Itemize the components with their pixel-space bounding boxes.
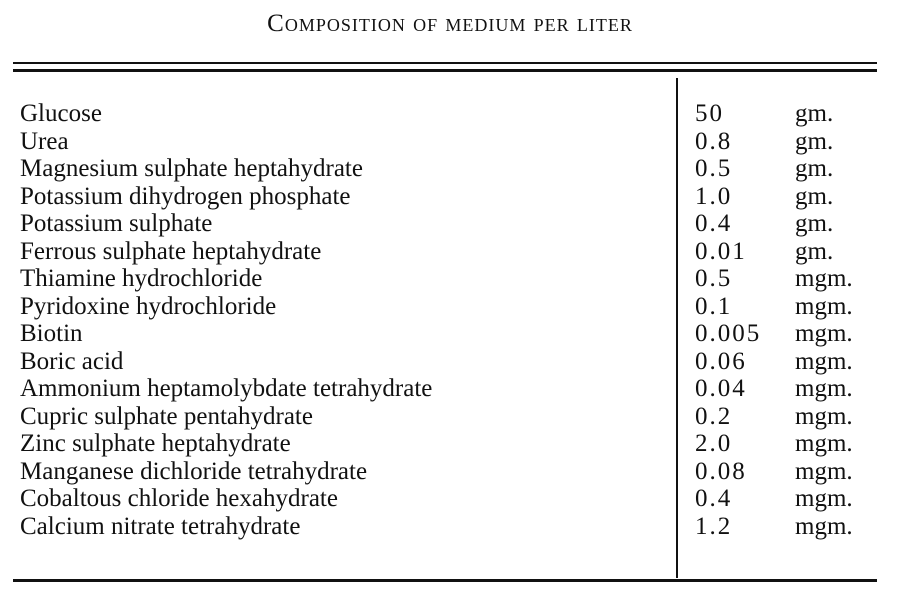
amount-unit: mgm. (795, 402, 853, 430)
amount-row (695, 265, 853, 293)
ingredient-name: Pyridoxine hydrochloride (20, 292, 277, 320)
ingredient-name: Cupric sulphate pentahydrate (20, 402, 313, 430)
amount-row (695, 183, 853, 211)
ingredient-name: Glucose (20, 100, 102, 127)
ingredient-name: Calcium nitrate tetrahydrate (20, 512, 301, 540)
amount-row (695, 430, 853, 458)
amount-unit: gm. (795, 100, 834, 127)
ingredient-name: Cobaltous chloride hexahydrate (20, 485, 338, 512)
amount-unit: mgm. (795, 320, 853, 347)
ingredient-name: Zinc sulphate heptahydrate (20, 430, 291, 457)
amount-unit: gm. (795, 155, 834, 182)
amount-unit: mgm. (795, 457, 853, 485)
ingredient-name: Boric acid (20, 347, 124, 375)
amount-quantity: 50 (695, 100, 724, 127)
amount-quantity: 0.06 (695, 347, 747, 375)
amount-row (695, 485, 853, 513)
amount-quantity: 0.5 (695, 265, 733, 292)
amount-row (695, 155, 853, 183)
ingredient-name: Ammonium heptamolybdate tetrahydrate (20, 375, 433, 402)
amount-unit: mgm. (795, 265, 853, 292)
ingredient-name: Ferrous sulphate heptahydrate (20, 237, 322, 265)
amount-row (695, 238, 853, 266)
amount-unit: mgm. (795, 430, 853, 457)
amount-unit: mgm. (795, 485, 853, 512)
amount-row (695, 210, 853, 238)
amount-row (695, 348, 853, 376)
amount-quantity: 0.2 (695, 402, 733, 430)
top-rule (13, 62, 877, 64)
amounts-column (695, 100, 853, 540)
amount-unit: gm. (795, 237, 834, 265)
ingredient-name: Potassium sulphate (20, 210, 213, 237)
amount-unit: mgm. (795, 512, 853, 540)
amount-quantity: 0.04 (695, 375, 747, 402)
amount-quantity: 0.08 (695, 457, 747, 485)
amount-quantity: 0.4 (695, 210, 733, 237)
amount-unit: gm. (795, 182, 834, 210)
amount-row (695, 100, 853, 128)
top-rule-thick (13, 69, 877, 72)
amount-unit: mgm. (795, 292, 853, 320)
table-title: Composition of medium per liter (267, 10, 633, 37)
amount-unit: gm. (795, 210, 834, 237)
amount-quantity: 0.005 (695, 320, 762, 347)
ingredient-names-column (20, 100, 432, 540)
ingredient-name: Potassium dihydrogen phosphate (20, 182, 351, 210)
amount-quantity: 0.1 (695, 292, 733, 320)
ingredient-name: Biotin (20, 320, 83, 347)
amount-row (695, 375, 853, 403)
amount-row (695, 513, 853, 541)
amount-quantity: 0.5 (695, 155, 733, 182)
ingredient-name: Magnesium sulphate heptahydrate (20, 155, 363, 182)
ingredient-name: Manganese dichloride tetrahydrate (20, 457, 368, 485)
amount-row (695, 403, 853, 431)
amount-quantity: 2.0 (695, 430, 733, 457)
amount-row (695, 293, 853, 321)
ingredient-name: Urea (20, 127, 69, 155)
amount-unit: gm. (795, 127, 834, 155)
amount-quantity: 1.0 (695, 182, 733, 210)
amount-quantity: 0.8 (695, 127, 733, 155)
ingredient-name: Thiamine hydrochloride (20, 265, 263, 292)
amount-unit: mgm. (795, 375, 853, 402)
amount-quantity: 0.01 (695, 237, 747, 265)
amount-row (695, 320, 853, 348)
amount-unit: mgm. (795, 347, 853, 375)
bottom-rule (13, 579, 877, 582)
amount-row (695, 458, 853, 486)
column-divider (676, 78, 678, 578)
amount-row (695, 128, 853, 156)
amount-quantity: 0.4 (695, 485, 733, 512)
amount-quantity: 1.2 (695, 512, 733, 540)
